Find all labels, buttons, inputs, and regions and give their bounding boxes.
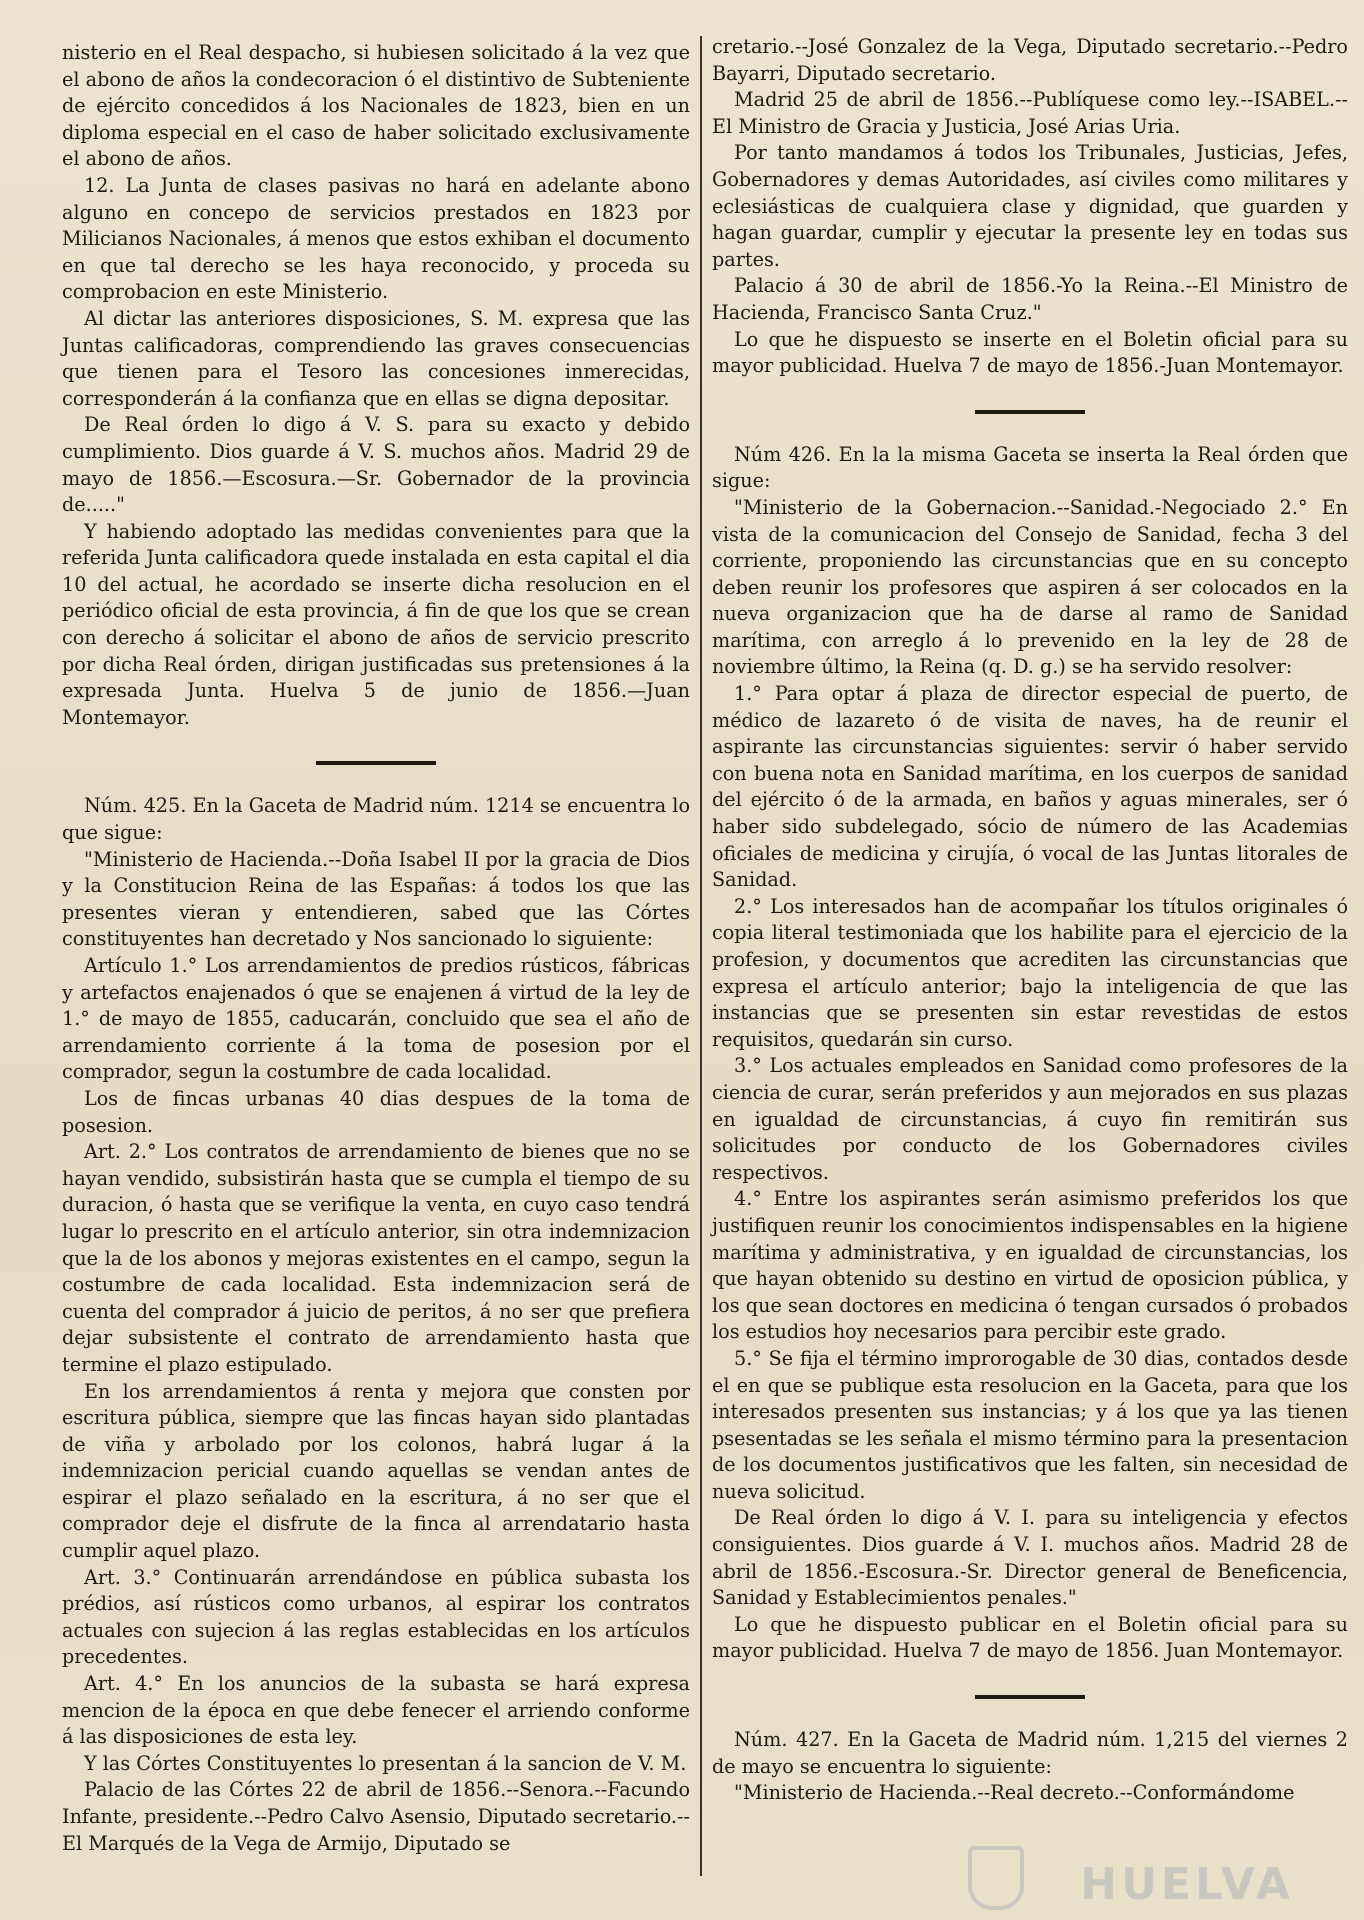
paragraph: 2.° Los interesados han de acompañar los títulos originales ó copia literal testimoniada que los habilite para el ejercicio de la profesion, y documentos que acrediten las circunstancias que expresa el artículo anterior; bajo la inteligencia de que las instancias que se presenten sin estar revestidas de estos requisitos, quedarán sin curso.: [712, 894, 1348, 1051]
paragraph: Lo que he dispuesto publicar en el Boletin oficial para su mayor publicidad. Huelva 7 de mayo de 1856. Juan Montemayor.: [712, 1612, 1348, 1663]
paragraph: Artículo 1.° Los arrendamientos de predios rústicos, fábricas y artefactos enajenados ó que se enajenen á virtud de la ley de 1.° de mayo de 1855, caducarán, concluido que sea el año de arrendamiento corriente á la toma de posesion por el comprador, segun la costumbre de cada localidad.: [62, 954, 690, 1084]
paragraph: Madrid 25 de abril de 1856.--Publíquese como ley.--ISABEL.--El Ministro de Gracia y Justicia, José Arias Uria.: [712, 88, 1348, 138]
paragraph: Al dictar las anteriores disposiciones, S. M. expresa que las Juntas calificadoras, comprendiendo las graves consecuencias que tienen para el Tesoro las concesiones inmerecidas, corresponderán á la confianza que en ellas se digna depositar.: [62, 306, 690, 410]
paragraph: Palacio á 30 de abril de 1856.-Yo la Reina.--El Ministro de Hacienda, Francisco Santa Cruz.": [712, 274, 1348, 324]
paragraph: De Real órden lo digo á V. I. para su inteligencia y efectos consiguientes. Dios guarde á V. I. muchos años. Madrid 28 de abril de 1856.-Escosura.-Sr. Director general de Beneficencia, Sanidad y Establecimientos penales.": [712, 1506, 1348, 1610]
paragraph: Art. 3.° Continuarán arrendándose en pública subasta los prédios, así rústicos como urbanos, al espirar los contratos actuales con sujecion á las reglas establecidas en los artículos precedentes.: [62, 1565, 690, 1669]
paragraph: "Ministerio de Hacienda.--Doña Isabel II por la gracia de Dios y la Constitucion Reina de las Españas: á todos los que las presentes vieran y entendieren, sabed que las Córtes constituyentes han decretado y Nos sancionado lo siguiente:: [62, 847, 690, 951]
paragraph: Art. 2.° Los contratos de arrendamiento de bienes que no se hayan vendido, subsistirán hasta que se cumpla el tiempo de su duracion, ó hasta que se verifique la venta, en cuyo caso tendrá lugar lo prescrito en el artículo anterior, sin otra indemnizacion que la de los abonos y mejoras existentes en el campo, segun la costumbre de cada localidad. Esta indemnizacion será de cuenta del comprador á juicio de peritos, á no ser que prefiera dejar subsistente el contrato de arrendamiento hasta que termine el plazo estipulado.: [62, 1140, 690, 1376]
paragraph: En los arrendamientos á renta y mejora que consten por escritura pública, siempre que las fincas hayan sido plantadas de viña y arbolado por los colonos, habrá lugar á la indemnizacion pericial cuando aquellas se vendan antes de espirar el plazo señalado en la escritura, á no ser que el comprador deje el disfrute de la finca al arrendatario hasta cumplir aquel plazo.: [62, 1379, 690, 1563]
paragraph: "Ministerio de la Gobernacion.--Sanidad.-Negociado 2.° En vista de la comunicacion del Consejo de Sanidad, fecha 3 del corriente, proponiendo las circunstancias que en su concepto deben reunir los profesores que aspiren á ser colocados en la nueva organizacion que ha de darse al ramo de Sanidad marítima, con arreglo á lo prevenido en la ley de 28 de noviembre último, la Reina (q. D. g.) se ha servido resolver:: [712, 495, 1348, 679]
right-column: [712, 34, 1348, 1807]
paragraph: Lo que he dispuesto se inserte en el Boletin oficial para su mayor publicidad. Huelva 7 de mayo de 1856.-Juan Montemayor.: [712, 327, 1348, 378]
paragraph: nisterio en el Real despacho, si hubiesen solicitado á la vez que el abono de años la condecoracion ó el distintivo de Subteniente de ejército concedidos á los Nacionales de 1823, bien en un diploma especial en el caso de haber solicitado exclusivamente el abono de años.: [62, 41, 690, 171]
column-divider: [700, 36, 702, 1876]
paragraph: Palacio de las Córtes 22 de abril de 1856.--Senora.--Facundo Infante, presidente.--Pedro Calvo Asensio, Diputado secretario.--El Marqués de la Vega de Armijo, Diputado se: [62, 1778, 690, 1855]
paragraph: De Real órden lo digo á V. S. para su exacto y debido cumplimiento. Dios guarde á V. S. muchos años. Madrid 29 de mayo de 1856.—Escosura.—Sr. Gobernador de la provincia de.....": [62, 413, 690, 517]
paragraph: 3.° Los actuales empleados en Sanidad como profesores de la ciencia de curar, serán preferidos y aun mejorados en sus plazas en igualdad de circunstancias, á cuyo fin remitirán sus solicitudes por conducto de los Gobernadores civiles respectivos.: [712, 1054, 1348, 1184]
section-heading-427: Núm. 427. En la Gaceta de Madrid núm. 1,215 del viernes 2 de mayo se encuentra lo siguiente:: [712, 1728, 1348, 1778]
section-heading-426: Núm 426. En la la misma Gaceta se inserta la Real órden que sigue:: [712, 442, 1348, 493]
section-rule: [975, 1695, 1085, 1699]
paragraph: Por tanto mandamos á todos los Tribunales, Justicias, Jefes, Gobernadores y demas Autoridades, así civiles como militares y eclesiásticas de cualquiera clase y dignidad, que guarden y hagan guardar, cumplir y ejecutar la presente ley en todas sus partes.: [712, 141, 1348, 271]
paragraph: "Ministerio de Hacienda.--Real decreto.--Conformándome: [734, 1781, 1295, 1805]
paragraph: 5.° Se fija el término improrogable de 30 dias, contados desde el en que se publique esta resolucion en la Gaceta, para que los interesados presenten sus instancias; y á los que ya las tienen psesentadas se les señala el mismo término para la presentacion de los documentos justificativos que les falten, sin necesidad de nueva solicitud.: [712, 1346, 1348, 1503]
paragraph: Y habiendo adoptado las medidas convenientes para que la referida Junta calificadora quede instalada en esta capital el dia 10 del actual, he acordado se inserte dicha resolucion en el periódico oficial de esta provincia, á fin de que los que se crean con derecho á solicitar el abono de años de servicio prescrito por dicha Real órden, dirigan justificadas sus pretensiones á la expresada Junta. Huelva 5 de junio de 1856.—Juan Montemayor.: [62, 519, 690, 729]
watermark-shield-icon: [968, 1846, 1024, 1910]
watermark: HUELVA: [1080, 1859, 1294, 1910]
paragraph: Art. 4.° En los anuncios de la subasta se hará expresa mencion de la época en que debe fenecer el arriendo conforme á las disposiciones de esta ley.: [62, 1672, 690, 1749]
section-rule: [316, 761, 436, 765]
paragraph: 12. La Junta de clases pasivas no hará en adelante abono alguno en concepo de servicios prestados en 1823 por Milicianos Nacionales, á menos que estos exhiban el documento en que tal derecho se les haya reconocido, y proceda su comprobacion en este Ministerio.: [62, 173, 690, 304]
paragraph: cretario.--José Gonzalez de la Vega, Diputado secretario.--Pedro Bayarri, Diputado secretario.: [712, 35, 1348, 85]
paragraph: Y las Córtes Constituyentes lo presentan á la sancion de V. M.: [84, 1751, 687, 1775]
left-column: [62, 40, 690, 1857]
paragraph: 4.° Entre los aspirantes serán asimismo preferidos los que justifiquen reunir los conocimientos indispensables en la higiene marítima y administrativa, y en igualdad de circunstancias, los que hayan obtenido su destino en virtud de oposicion pública, y los que sean doctores en medicina ó tengan cursados ó probados los estudios hoy necesarios para percibir este grado.: [712, 1187, 1348, 1344]
paragraph: 1.° Para optar á plaza de director especial de puerto, de médico de lazareto ó de visita de naves, ha de reunir el aspirante las circunstancias siguientes: servir ó haber servido con buena nota en Sanidad marítima, en los cuerpos de sanidad del ejército ó de la armada, en baños y aguas minerales, ser ó haber sido subdelegado, sócio de número de las Academias oficiales de medicina y cirujía, ó vocal de las Juntas litorales de Sanidad.: [712, 682, 1348, 892]
paragraph: Los de fincas urbanas 40 dias despues de la toma de posesion.: [62, 1086, 690, 1137]
section-heading-425: Núm. 425. En la Gaceta de Madrid núm. 1214 se encuentra lo que sigue:: [62, 794, 690, 845]
section-rule: [975, 410, 1085, 414]
